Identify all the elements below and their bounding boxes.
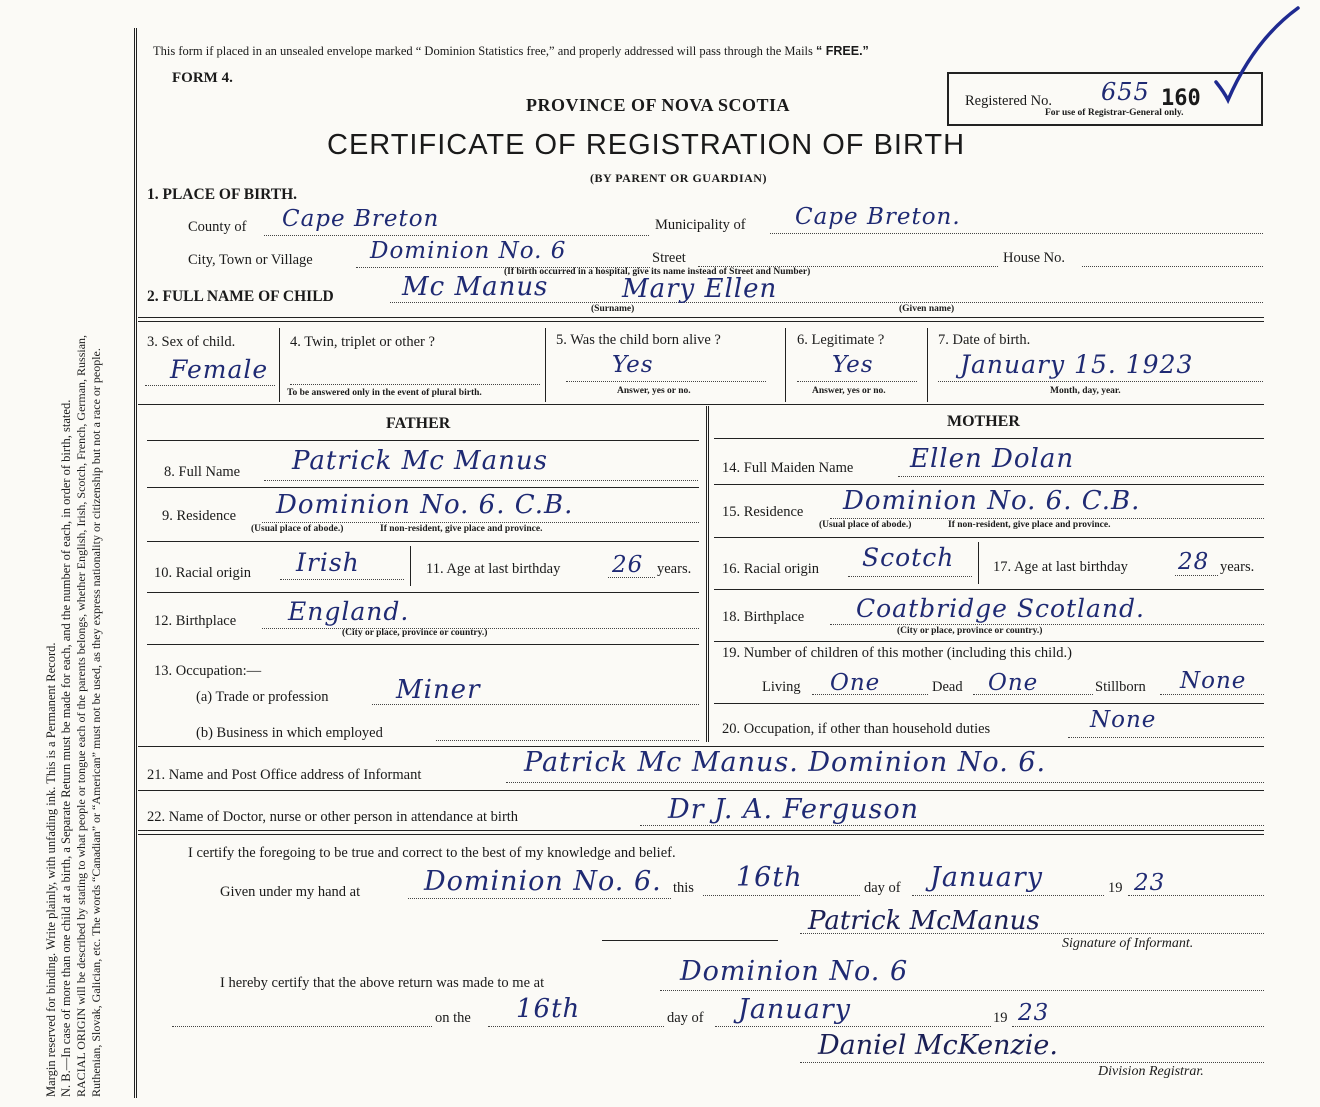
margin-note-4: Ruthenian, Slovak, Galician, etc. The words “Canadian” or “American” must not be used, as they express nationality or citizenship but not a race or people. [89,348,103,1097]
father-trade-value: Miner [396,675,481,705]
registrar-month-value: January [738,994,851,1025]
mother-racial-label: 16. Racial origin [722,561,820,577]
legitimate-label: 6. Legitimate ? [797,332,885,348]
living-value: One [830,670,881,696]
father-occupation-label: 13. Occupation:— [154,663,262,679]
father-years-label: years. [657,561,692,577]
mother-birthplace-value: Coatbridge Scotland. [856,594,1146,623]
informant-value: Patrick Mc Manus. Dominion No. 6. [524,747,1047,778]
registrar-day-value: 16th [516,994,581,1024]
mother-occupation-label: 20. Occupation, if other than household duties [722,721,991,737]
mother-residence-value: Dominion No. 6. C.B. [843,486,1141,516]
registrar-day-of-label: day of [667,1010,704,1026]
mother-racial-value: Scotch [862,543,955,572]
mother-residence-caption-a: (Usual place of abode.) [819,520,912,530]
municipality-value: Cape Breton. [795,204,961,230]
father-residence-caption-a: (Usual place of abode.) [251,524,344,534]
margin-note-3: RACIAL ORIGIN will be described by stating to what people or tongue each of the parents belongs, whether English, Irish, Scotch, French, German, Russian, [74,334,88,1097]
date-of-birth-value: January 15. 1923 [960,350,1194,379]
father-residence-value: Dominion No. 6. C.B. [276,490,574,520]
born-alive-label: 5. Was the child born alive ? [556,332,721,348]
registrar-year-prefix: 19 [993,1010,1008,1026]
twin-label: 4. Twin, triplet or other ? [290,334,435,350]
father-birthplace-value: England. [288,597,410,626]
given-under-label: Given under my hand at [220,884,361,900]
date-of-birth-label: 7. Date of birth. [938,332,1031,348]
father-residence-caption-b: If non-resident, give place and province. [380,524,543,534]
father-name-value: Patrick Mc Manus [292,446,549,476]
place-of-birth-heading: 1. PLACE OF BIRTH. [147,186,298,203]
document-subtitle: (BY PARENT OR GUARDIAN) [590,171,767,185]
mother-occupation-value: None [1090,707,1157,733]
registrar-year-suffix: 23 [1018,1000,1050,1026]
mother-birthplace-label: 18. Birthplace [722,609,805,625]
registered-label: Registered No. [965,93,1052,109]
registered-stamp: 160 [1161,86,1201,111]
surname-caption: (Surname) [591,304,635,314]
sex-value: Female [170,355,269,384]
hospital-note: (If birth occurred in a hospital, give its name instead of Street and Number) [504,267,811,277]
certify-statement: I certify the foregoing to be true and correct to the best of my knowledge and belief. [188,845,676,861]
registrar-statement: I hereby certify that the above return was made to me at [220,975,545,991]
informant-signature: Patrick McManus [808,906,1040,936]
checkmark-icon [1214,0,1304,110]
legitimate-value: Yes [832,352,874,378]
mother-name-label: 14. Full Maiden Name [722,460,854,476]
house-number-label: House No. [1003,250,1066,266]
division-registrar-label: Division Registrar. [1098,1064,1204,1079]
stillborn-label: Stillborn [1095,679,1146,695]
father-age-label: 11. Age at last birthday [426,561,561,577]
father-racial-label: 10. Racial origin [154,565,252,581]
registrar-place-value: Dominion No. 6 [680,956,909,987]
born-alive-caption: Answer, yes or no. [617,386,691,396]
county-value: Cape Breton [282,206,440,232]
given-day-of-label: day of [864,880,901,896]
given-year-prefix: 19 [1108,880,1123,896]
father-business-label: (b) Business in which employed [196,725,383,741]
mother-name-value: Ellen Dolan [910,444,1075,474]
on-the-label: on the [435,1010,471,1026]
mail-notice-free: “ FREE.” [816,44,869,58]
child-name-label: 2. FULL NAME OF CHILD [147,288,334,305]
given-name-caption: (Given name) [899,304,955,314]
informant-signature-label: Signature of Informant. [1062,936,1194,951]
margin-note-1: Margin reserved for binding. Write plainly, with unfading ink. This is a Permanent Record. [44,642,58,1097]
registered-handwritten: 655 [1101,78,1150,106]
mail-notice [153,44,869,59]
doctor-value: Dr J. A. Ferguson [668,794,920,825]
margin-notes [44,0,140,1097]
dead-value: One [988,670,1039,696]
twin-note: To be answered only in the event of plural birth. [287,388,482,398]
mail-notice-text: This form if placed in an unsealed envelope marked “ Dominion Statistics free,” and properly addressed will pass through the Mails [153,44,813,58]
father-birthplace-label: 12. Birthplace [154,613,237,629]
form-number: FORM 4. [172,70,233,86]
registrar-signature: Daniel McKenzie. [818,1030,1058,1061]
dead-label: Dead [932,679,963,695]
this-label: this [673,880,694,896]
sex-label: 3. Sex of child. [147,334,236,350]
father-trade-label: (a) Trade or profession [196,689,329,705]
city-label: City, Town or Village [188,252,313,268]
mother-children-label: 19. Number of children of this mother (including this child.) [722,645,1072,661]
child-given-name: Mary Ellen [622,274,778,304]
street-label: Street [652,250,686,266]
father-birthplace-caption: (City or place, province or country.) [342,628,488,638]
mother-residence-caption-b: If non-resident, give place and province. [948,520,1111,530]
father-heading: FATHER [386,415,451,432]
date-of-birth-caption: Month, day, year. [1050,386,1121,396]
municipality-label: Municipality of [655,217,746,233]
given-month-value: January [930,862,1043,893]
binding-line [134,28,137,1098]
born-alive-value: Yes [612,352,654,378]
margin-note-2: N. B.—In case of more than one child at a birth, a Separate Return must be made for each, and the number of each, in order of birth, stated. [59,399,73,1097]
mother-birthplace-caption: (City or place, province or country.) [897,626,1043,636]
mother-age-value: 28 [1178,549,1210,575]
given-place-value: Dominion No. 6. [424,866,662,897]
father-residence-label: 9. Residence [162,508,237,524]
informant-label: 21. Name and Post Office address of Informant [147,767,422,783]
mother-age-label: 17. Age at last birthday [993,559,1128,575]
mother-heading: MOTHER [947,413,1020,430]
province-heading: PROVINCE OF NOVA SCOTIA [526,95,791,115]
county-label: County of [188,219,247,235]
doctor-label: 22. Name of Doctor, nurse or other person in attendance at birth [147,809,519,825]
mother-residence-label: 15. Residence [722,504,804,520]
father-name-label: 8. Full Name [164,464,241,480]
father-age-value: 26 [612,552,644,578]
given-year-suffix: 23 [1134,870,1166,896]
father-racial-value: Irish [296,548,360,577]
document-title: CERTIFICATE OF REGISTRATION OF BIRTH [327,129,966,161]
city-value: Dominion No. 6 [370,238,567,264]
legitimate-caption: Answer, yes or no. [812,386,886,396]
child-surname: Mc Manus [402,272,549,302]
given-day-value: 16th [736,862,803,893]
mother-years-label: years. [1220,559,1255,575]
living-label: Living [762,679,801,695]
stillborn-value: None [1180,668,1247,694]
registrar-note: For use of Registrar-General only. [1045,108,1184,118]
